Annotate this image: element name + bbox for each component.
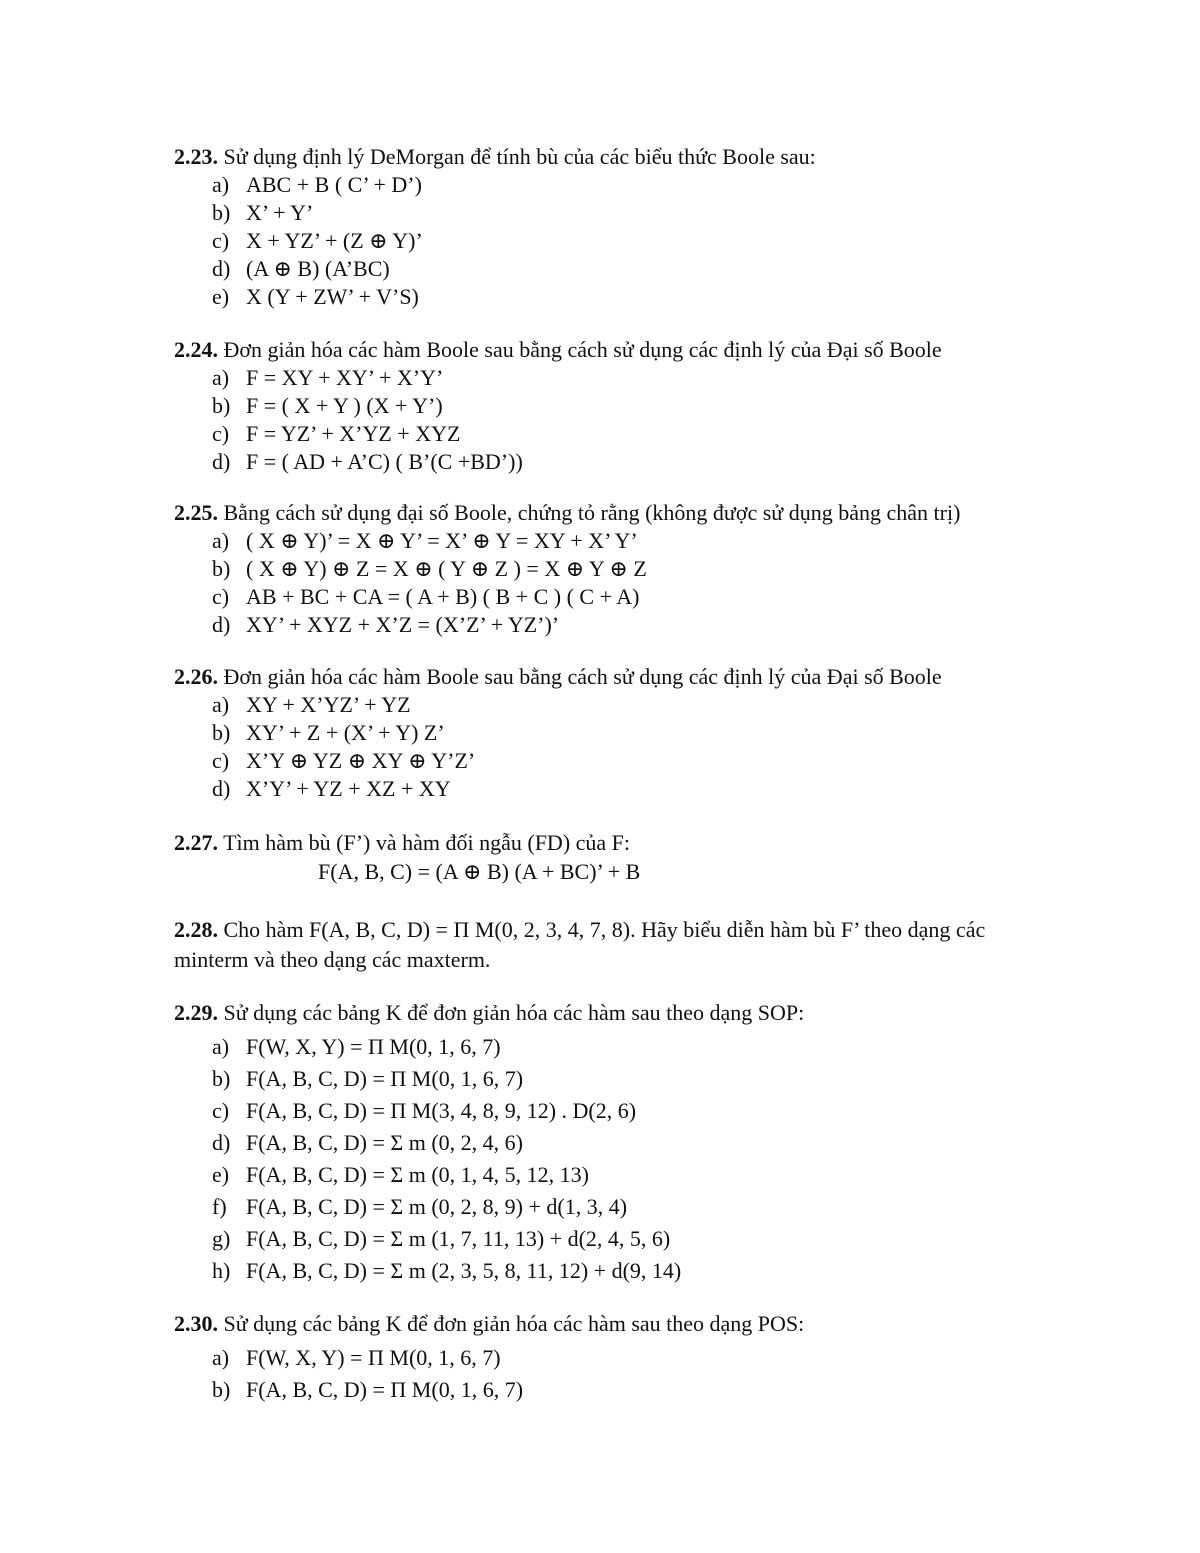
- item-label: h): [212, 1258, 231, 1283]
- item-label: a): [212, 692, 230, 717]
- item-expression: F(A, B, C, D) = Σ m (0, 2, 8, 9) + d(1, 3, 4): [246, 1194, 628, 1219]
- item-label: d): [212, 256, 231, 281]
- item-expression: F = XY + XY’ + X’Y’: [246, 365, 444, 390]
- item-expression: X’ + Y’: [246, 200, 314, 225]
- problem-text: Sử dụng các bảng K để đơn giản hóa các hàm sau theo dạng POS:: [218, 1311, 805, 1336]
- item-label: f): [212, 1194, 227, 1219]
- item-label: c): [212, 228, 230, 253]
- item-expression: F(A, B, C, D) = Σ m (2, 3, 5, 8, 11, 12) + d(9, 14): [246, 1258, 682, 1283]
- item-expression: F(W, X, Y) = Π M(0, 1, 6, 7): [246, 1345, 501, 1370]
- problem-number: 2.23.: [174, 144, 218, 169]
- list-item: [174, 1031, 1054, 1063]
- problem-2-27: [174, 829, 1054, 887]
- item-label: d): [212, 776, 231, 801]
- list-item: [174, 527, 1054, 555]
- problem-number: 2.26.: [174, 664, 218, 689]
- list-item: [174, 1342, 1054, 1374]
- problem-heading: [174, 1310, 1054, 1338]
- problem-text: Đơn giản hóa các hàm Boole sau bằng cách sử dụng các định lý của Đại số Boole: [218, 664, 942, 689]
- problem-2-23: [174, 143, 1054, 311]
- problem-number: 2.24.: [174, 337, 218, 362]
- list-item: [174, 1223, 1054, 1255]
- problem-text: Cho hàm F(A, B, C, D) = Π M(0, 2, 3, 4, 7, 8). Hãy biểu diễn hàm bù F’ theo dạng các minterm và theo dạng các maxterm.: [174, 917, 986, 972]
- item-label: d): [212, 449, 231, 474]
- list-item: [174, 199, 1054, 227]
- problem-2-29: [174, 999, 1054, 1287]
- problem-heading: [174, 915, 1054, 975]
- list-item: [174, 255, 1054, 283]
- item-label: c): [212, 1098, 230, 1123]
- item-expression: ABC + B ( C’ + D’): [246, 172, 422, 197]
- problem-number: 2.27.: [174, 830, 218, 855]
- item-list: [174, 1342, 1054, 1406]
- problem-text: Đơn giản hóa các hàm Boole sau bằng cách sử dụng các định lý của Đại số Boole: [218, 337, 942, 362]
- list-item: [174, 611, 1054, 639]
- item-list: [174, 691, 1054, 803]
- list-item: [174, 1374, 1054, 1406]
- list-item: [174, 1255, 1054, 1287]
- item-label: b): [212, 720, 231, 745]
- item-expression: (A ⊕ B) (A’BC): [246, 256, 390, 281]
- list-item: [174, 420, 1054, 448]
- problem-heading: [174, 143, 1054, 171]
- list-item: [174, 448, 1054, 476]
- problem-text: Sử dụng các bảng K để đơn giản hóa các hàm sau theo dạng SOP:: [218, 1000, 805, 1025]
- item-label: b): [212, 556, 231, 581]
- problem-2-25: [174, 499, 1054, 639]
- item-label: a): [212, 1034, 230, 1059]
- item-expression: F(A, B, C, D) = Π M(0, 1, 6, 7): [246, 1066, 524, 1091]
- item-expression: AB + BC + CA = ( A + B) ( B + C ) ( C + A): [246, 584, 640, 609]
- item-expression: X (Y + ZW’ + V’S): [246, 284, 419, 309]
- item-expression: F(A, B, C, D) = Σ m (1, 7, 11, 13) + d(2, 4, 5, 6): [246, 1226, 671, 1251]
- list-item: [174, 171, 1054, 199]
- problem-2-26: [174, 663, 1054, 803]
- item-expression: F(A, B, C, D) = Σ m (0, 2, 4, 6): [246, 1130, 523, 1155]
- problem-text: Bằng cách sử dụng đại số Boole, chứng tỏ rằng (không được sử dụng bảng chân trị): [218, 500, 961, 525]
- list-item: [174, 775, 1054, 803]
- item-list: [174, 364, 1054, 476]
- list-item: [174, 1159, 1054, 1191]
- problem-heading: [174, 663, 1054, 691]
- problem-number: 2.29.: [174, 1000, 218, 1025]
- item-expression: F(A, B, C, D) = Π M(3, 4, 8, 9, 12) . D(2, 6): [246, 1098, 637, 1123]
- item-expression: F(W, X, Y) = Π M(0, 1, 6, 7): [246, 1034, 501, 1059]
- problem-number: 2.25.: [174, 500, 218, 525]
- problem-number: 2.28.: [174, 917, 218, 942]
- problem-heading: [174, 999, 1054, 1027]
- item-expression: ( X ⊕ Y)’ = X ⊕ Y’ = X’ ⊕ Y = XY + X’ Y’: [246, 528, 638, 553]
- item-expression: F = YZ’ + X’YZ + XYZ: [246, 421, 461, 446]
- item-label: b): [212, 393, 231, 418]
- list-item: [174, 392, 1054, 420]
- item-expression: F(A, B, C, D) = Σ m (0, 1, 4, 5, 12, 13): [246, 1162, 589, 1187]
- problem-text: Tìm hàm bù (F’) và hàm đối ngẫu (FD) của F:: [218, 830, 631, 855]
- item-expression: XY + X’YZ’ + YZ: [246, 692, 411, 717]
- problem-heading: [174, 829, 1054, 857]
- item-label: b): [212, 1377, 231, 1402]
- item-expression: X + YZ’ + (Z ⊕ Y)’: [246, 228, 423, 253]
- problem-heading: [174, 336, 1054, 364]
- list-item: [174, 1095, 1054, 1127]
- item-expression: XY’ + XYZ + X’Z = (X’Z’ + YZ’)’: [246, 612, 560, 637]
- list-item: [174, 555, 1054, 583]
- item-expression: X’Y’ + YZ + XZ + XY: [246, 776, 451, 801]
- item-label: a): [212, 172, 230, 197]
- item-label: g): [212, 1226, 231, 1251]
- list-item: [174, 1063, 1054, 1095]
- list-item: [174, 1127, 1054, 1159]
- list-item: [174, 719, 1054, 747]
- problem-2-30: [174, 1310, 1054, 1406]
- item-expression: XY’ + Z + (X’ + Y) Z’: [246, 720, 445, 745]
- item-label: e): [212, 1162, 230, 1187]
- list-item: [174, 364, 1054, 392]
- list-item: [174, 283, 1054, 311]
- function-formula: F(A, B, C) = (A ⊕ B) (A + BC)’ + B: [318, 859, 641, 884]
- item-label: d): [212, 612, 231, 637]
- item-label: a): [212, 365, 230, 390]
- problem-heading: [174, 499, 1054, 527]
- problem-2-24: [174, 336, 1054, 476]
- item-label: e): [212, 284, 230, 309]
- problem-number: 2.30.: [174, 1311, 218, 1336]
- list-item: [174, 747, 1054, 775]
- item-label: c): [212, 421, 230, 446]
- item-label: b): [212, 1066, 231, 1091]
- item-label: c): [212, 748, 230, 773]
- item-expression: ( X ⊕ Y) ⊕ Z = X ⊕ ( Y ⊕ Z ) = X ⊕ Y ⊕ Z: [246, 556, 647, 581]
- item-expression: F = ( AD + A’C) ( B’(C +BD’)): [246, 449, 523, 474]
- item-label: b): [212, 200, 231, 225]
- problem-2-28: [174, 915, 1054, 975]
- item-label: d): [212, 1130, 231, 1155]
- item-expression: X’Y ⊕ YZ ⊕ XY ⊕ Y’Z’: [246, 748, 476, 773]
- item-label: a): [212, 528, 230, 553]
- item-expression: F(A, B, C, D) = Π M(0, 1, 6, 7): [246, 1377, 524, 1402]
- list-item: [174, 227, 1054, 255]
- item-list: [174, 527, 1054, 639]
- list-item: [174, 1191, 1054, 1223]
- problem-text: Sử dụng định lý DeMorgan để tính bù của các biểu thức Boole sau:: [218, 144, 816, 169]
- item-label: a): [212, 1345, 230, 1370]
- item-list: [174, 1031, 1054, 1287]
- item-label: c): [212, 584, 230, 609]
- list-item: [174, 691, 1054, 719]
- list-item: [174, 583, 1054, 611]
- item-expression: F = ( X + Y ) (X + Y’): [246, 393, 443, 418]
- item-list: [174, 171, 1054, 311]
